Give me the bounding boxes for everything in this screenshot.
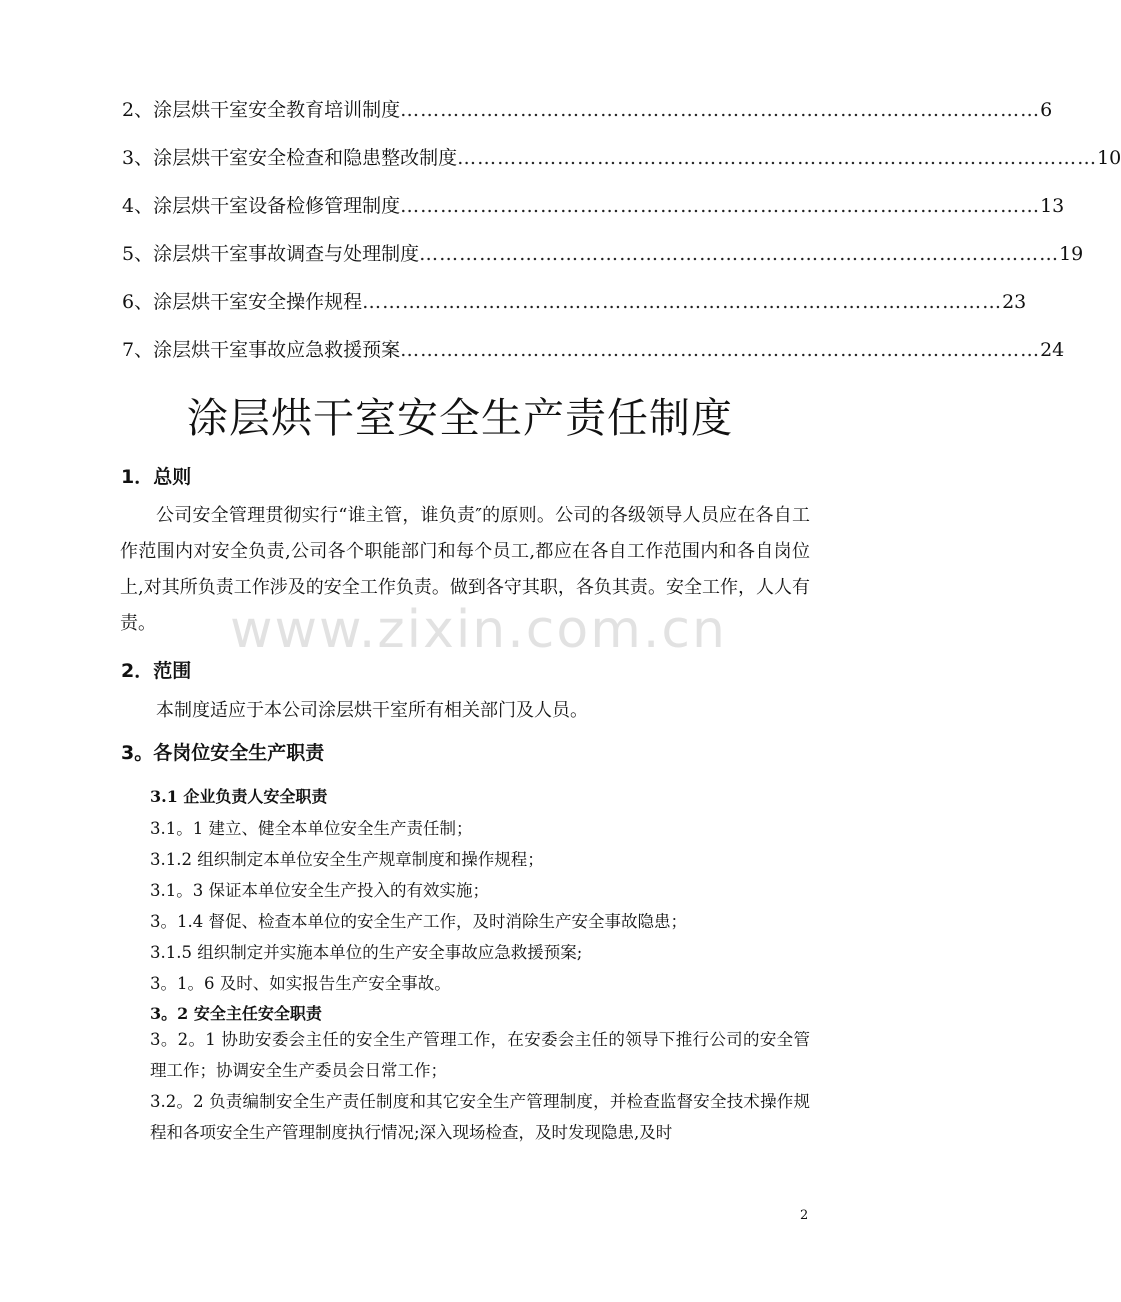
toc-entry-title: 4、涂层烘干室设备检修管理制度 [122, 195, 401, 217]
list-item: 3.1.5 组织制定并实施本单位的生产安全事故应急救援预案; [150, 943, 583, 962]
toc-leader-dots: …………………………………………………………………………………… [400, 339, 1041, 361]
toc-entry[interactable] [122, 287, 1027, 335]
toc-entry-page: 19 [1059, 243, 1084, 265]
section-heading-general: 1．总则 [121, 466, 192, 488]
section-heading-scope: 2．范围 [121, 660, 192, 682]
toc-leader-dots: …………………………………………………………………………………… [362, 291, 1003, 313]
section-heading-duties: 3。各岗位安全生产职责 [121, 742, 325, 764]
list-item: 3。2。1 协助安委会主任的安全生产管理工作，在安委会主任的领导下推行公司的安全管理工作；协调安全生产委员会日常工作； [150, 1030, 810, 1080]
toc-entry-page: 24 [1040, 339, 1065, 361]
toc-entry-title: 6、涂层烘干室安全操作规程 [122, 291, 363, 313]
toc-leader-dots: …………………………………………………………………………………… [400, 195, 1041, 217]
toc-entry-title: 3、涂层烘干室安全检查和隐患整改制度 [122, 147, 458, 169]
section-body-scope: 本制度适应于本公司涂层烘干室所有相关部门及人员。 [156, 700, 588, 721]
toc-entry-page: 13 [1040, 195, 1065, 217]
list-item: 3。1。6 及时、如实报告生产安全事故。 [150, 974, 451, 993]
toc-entry-page: 10 [1097, 147, 1121, 169]
list-item: 3.2。2 负责编制安全生产责任制度和其它安全生产管理制度，并检查监督安全技术操作规程和各项安全生产管理制度执行情况;深入现场检查，及时发现隐患,及时 [150, 1092, 810, 1142]
list-item: 3.1.2 组织制定本单位安全生产规章制度和操作规程； [150, 850, 544, 869]
watermark: www.zixin.com.cn [230, 600, 727, 660]
subsection-heading-3-2: 3。2 安全主任安全职责 [150, 1004, 322, 1023]
toc-leader-dots: …………………………………………………………………………………… [419, 243, 1060, 265]
toc-entry-page: 6 [1040, 99, 1053, 121]
page-number: 2 [800, 1208, 809, 1223]
section-body-general: 公司安全管理贯彻实行“谁主管，谁负责″的原则。公司的各级领导人员应在各自工作范围内对安全负责,公司各个职能部门和每个员工,都应在各自工作范围内和各自岗位上,对其所负责工作涉及的安全工作负责。做到各守其职，各负其责。安全工作，人人有责。 [120, 505, 810, 634]
table-of-contents [122, 95, 1121, 383]
toc-entry[interactable] [122, 95, 1053, 143]
toc-entry[interactable] [122, 239, 1084, 287]
toc-entry-title: 5、涂层烘干室事故调查与处理制度 [122, 243, 420, 265]
toc-entry[interactable] [122, 335, 1065, 383]
toc-entry[interactable] [122, 143, 1121, 191]
toc-entry-title: 2、涂层烘干室安全教育培训制度 [122, 99, 401, 121]
list-item: 3.1。3 保证本单位安全生产投入的有效实施； [150, 881, 489, 900]
list-item: 3。1.4 督促、检查本单位的安全生产工作，及时消除生产安全事故隐患； [150, 912, 687, 931]
toc-entry-title: 7、涂层烘干室事故应急救援预案 [122, 339, 401, 361]
toc-leader-dots: …………………………………………………………………………………… [457, 147, 1098, 169]
toc-leader-dots: …………………………………………………………………………………… [400, 99, 1041, 121]
toc-entry[interactable] [122, 191, 1065, 239]
subsection-heading-3-1: 3.1 企业负责人安全职责 [150, 787, 328, 806]
toc-entry-page: 23 [1002, 291, 1027, 313]
document-title: 涂层烘干室安全生产责任制度 [187, 394, 733, 442]
list-item: 3.1。1 建立、健全本单位安全生产责任制； [150, 819, 473, 838]
